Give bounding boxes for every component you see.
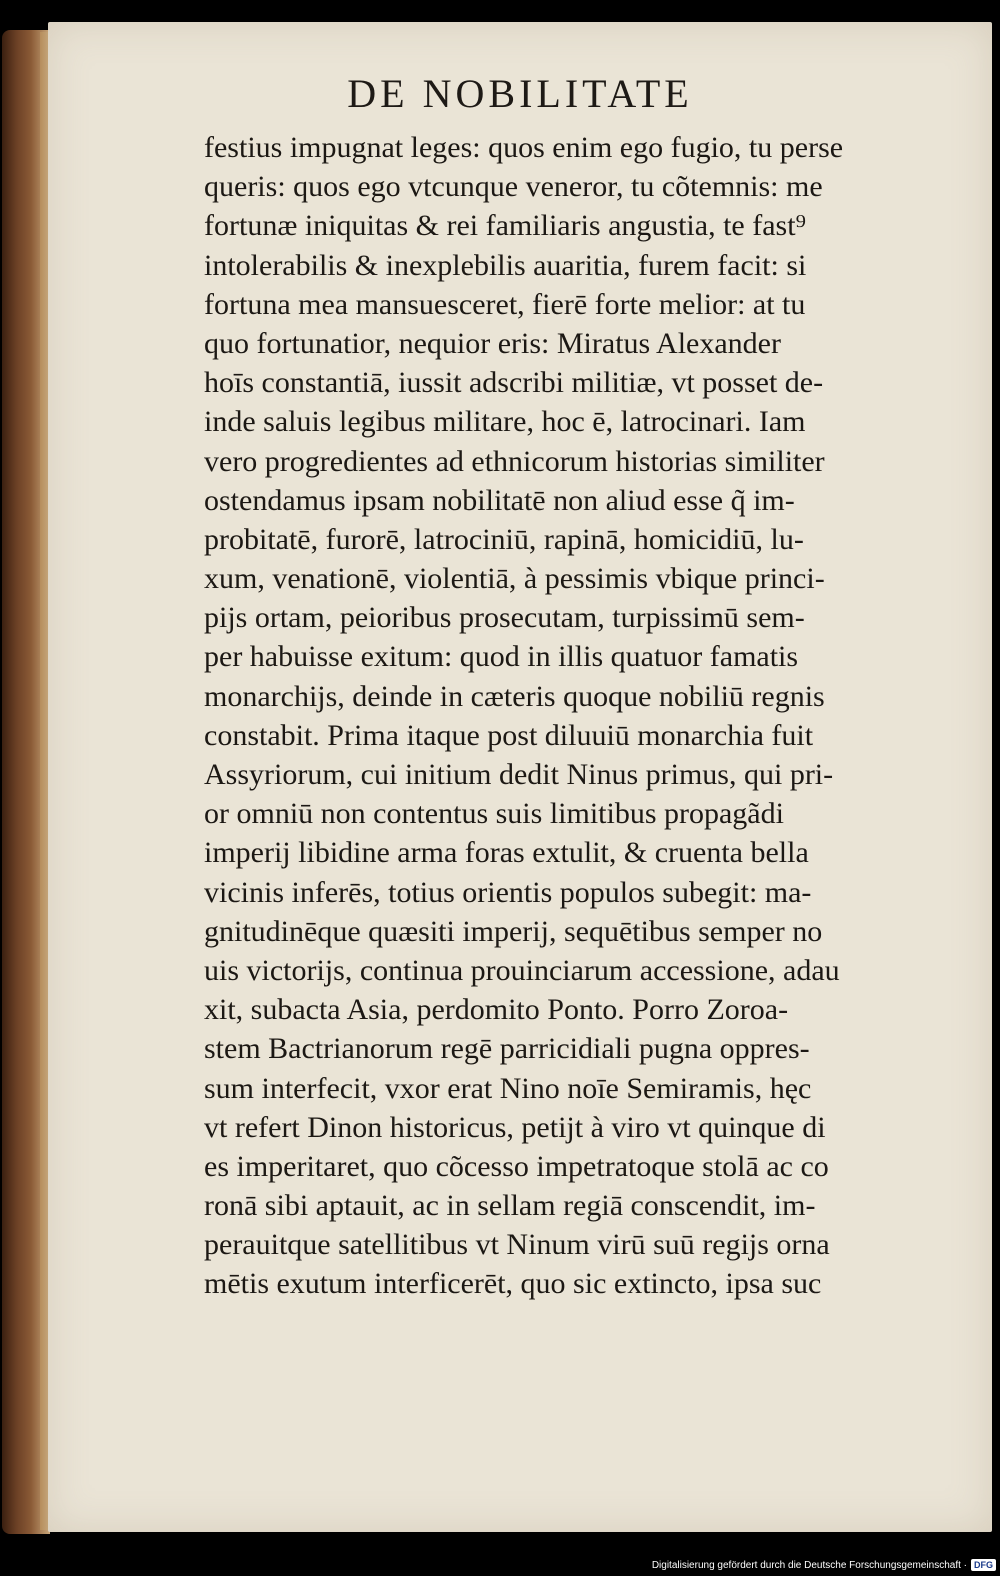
text-line: ostendamus ipsam nobilitatē non aliud esse q̃ im- — [204, 483, 795, 517]
text-line: pijs ortam, peioribus prosecutam, turpissimū sem- — [204, 601, 805, 635]
text-line: Assyriorum, cui initium dedit Ninus primus, qui pri- — [204, 758, 834, 791]
text-line: vt refert Dinon historicus, petijt à viro vt quinque di — [204, 1110, 826, 1144]
text-line: vicinis inferēs, totius orientis populos subegit: ma- — [204, 875, 812, 909]
text-line: mētis exutum interficerēt, quo sic extincto, ipsa suc — [204, 1267, 822, 1301]
footer-text: Digitalisierung gefördert durch die Deutsche Forschungsgemeinschaft · — [651, 1559, 967, 1571]
text-line: es imperitaret, quo cõcesso impetratoque stolā ac co — [204, 1149, 829, 1183]
text-line: per habuisse exitum: quod in illis quatuor famatis — [204, 640, 799, 674]
text-line: fortunæ iniquitas & rei familiaris angustia, te fast⁹ — [204, 209, 806, 243]
text-line: or omniū non contentus suis limitibus propagãdi — [204, 797, 784, 831]
text-line: inde saluis legibus militare, hoc ē, latrocinari. Iam — [204, 405, 806, 439]
text-line: perauitque satellitibus vt Ninum virū suū regijs orna — [204, 1228, 830, 1262]
text-line: fortuna mea mansuesceret, fierē forte melior: at tu — [204, 287, 806, 321]
text-line: queris: quos ego vtcunque veneror, tu cõtemnis: me — [204, 170, 823, 204]
dfg-logo-icon: DFG — [971, 1559, 996, 1571]
text-line: probitatē, furorē, latrociniū, rapinā, homicidiū, lu- — [204, 522, 804, 556]
text-line: quo fortunatior, nequior eris: Miratus Alexander — [204, 326, 781, 360]
footer-credit — [652, 1556, 996, 1574]
text-line: xit, subacta Asia, perdomito Ponto. Porro Zoroa- — [204, 993, 789, 1027]
text-line: constabit. Prima itaque post diluuiū monarchia fuit — [204, 718, 814, 752]
text-line: uis victorijs, continua prouinciarum accessione, adau — [204, 953, 840, 987]
text-line: xum, venationē, violentiā, à pessimis vbique princi- — [204, 562, 825, 596]
text-line: festius impugnat leges: quos enim ego fugio, tu perse — [204, 131, 844, 164]
text-line: sum interfecit, vxor erat Nino noīe Semiramis, hęc — [204, 1071, 812, 1105]
text-line: vero progredientes ad ethnicorum historias similiter — [204, 444, 825, 478]
text-line: intolerabilis & inexplebilis auaritia, furem facit: si — [204, 248, 807, 282]
text-line: hoīs constantiā, iussit adscribi militiæ, vt posset de- — [204, 366, 824, 400]
text-line: ronā sibi aptauit, ac in sellam regiā conscendit, im- — [204, 1189, 816, 1223]
text-line: imperij libidine arma foras extulit, & cruenta bella — [204, 836, 809, 870]
text-block — [204, 128, 950, 1304]
text-line: stem Bactrianorum regē parricidiali pugna oppres- — [204, 1032, 810, 1066]
text-line: gnitudinēque quæsiti imperij, sequētibus semper no — [204, 914, 823, 948]
text-line: monarchijs, deinde in cæteris quoque nobiliū regnis — [204, 679, 825, 713]
running-head: DE NOBILITATE — [347, 71, 693, 116]
